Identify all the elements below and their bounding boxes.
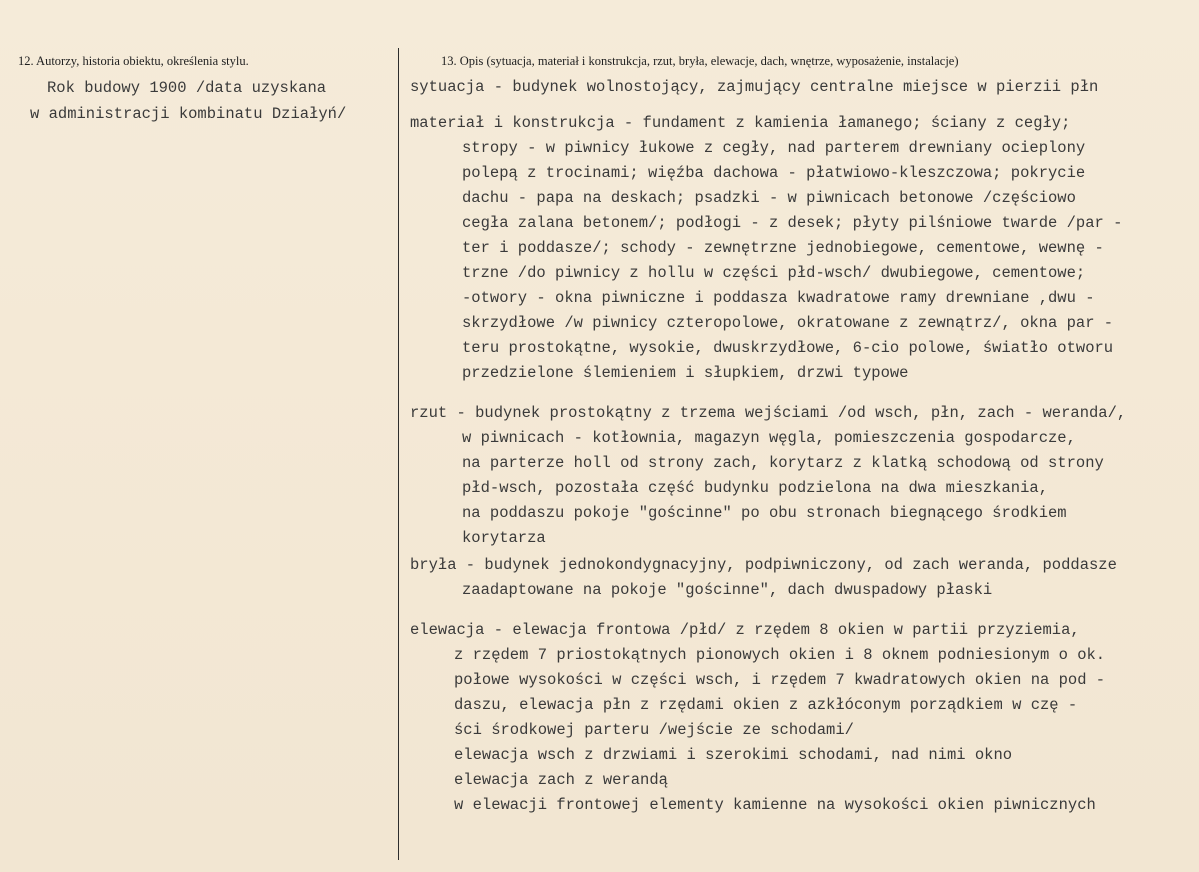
right-text-line: ści środkowej parteru /wejście ze schodami/ [454,721,854,739]
right-text-line: dachu - papa na deskach; psadzki - w piwnicach betonowe /częściowo [462,189,1076,207]
right-text-line: materiał i konstrukcja - fundament z kamienia łamanego; ściany z cegły; [410,114,1071,132]
right-text-line: w piwnicach - kotłownia, magazyn węgla, pomieszczenia gospodarcze, [462,429,1076,447]
right-text-line: cegła zalana betonem/; podłogi - z desek; płyty pilśniowe twarde /par - [462,214,1123,232]
right-text-line: z rzędem 7 priostokątnych pionowych okien i 8 oknem podniesionym o ok. [454,646,1106,664]
right-text-line: teru prostokątne, wysokie, dwuskrzydłowe, 6-cio polowe, światło otworu [462,339,1114,357]
right-text-line: korytarza [462,529,546,547]
left-section-header: 12. Autorzy, historia obiektu, określenia stylu. [18,54,249,68]
right-text-line: w elewacji frontowej elementy kamienne na wysokości okien piwnicznych [454,796,1096,814]
column-divider [398,48,399,860]
left-text-line: w administracji kombinatu Działyń/ [30,105,347,123]
right-text-line: sytuacja - budynek wolnostojący, zajmujący centralne miejsce w pierzii płn [410,78,1099,96]
right-text-line: elewacja wsch z drzwiami i szerokimi schodami, nad nimi okno [454,746,1013,764]
right-text-line: połowe wysokości w części wsch, i rzędem 7 kwadratowych okien na pod - [454,671,1106,689]
right-text-line: stropy - w piwnicy łukowe z cegły, nad parterem drewniany ocieplony [462,139,1086,157]
right-text-line: zaadaptowane na pokoje "gościnne", dach dwuspadowy płaski [462,581,993,599]
right-text-line: bryła - budynek jednokondygnacyjny, podpiwniczony, od zach weranda, poddasze [410,556,1117,574]
right-text-line: elewacja zach z werandą [454,771,668,789]
right-text-line: trzne /do piwnicy z hollu w części płd-wsch/ dwubiegowe, cementowe; [462,264,1086,282]
right-text-line: elewacja - elewacja frontowa /płd/ z rzędem 8 okien w partii przyziemia, [410,621,1080,639]
right-text-line: -otwory - okna piwniczne i poddasza kwadratowe ramy drewniane ,dwu - [462,289,1095,307]
right-text-line: na poddaszu pokoje "gościnne" po obu stronach biegnącego środkiem [462,504,1067,522]
right-section-header: 13. Opis (sytuacja, materiał i konstrukcja, rzut, bryła, elewacje, dach, wnętrze, wyposażenie, instalacje) [441,54,959,68]
right-text-line: skrzydłowe /w piwnicy czteropolowe, okratowane z zewnątrz/, okna par - [462,314,1114,332]
right-text-line: przedzielone ślemieniem i słupkiem, drzwi typowe [462,364,909,382]
right-text-line: daszu, elewacja płn z rzędami okien z azkłóconym porządkiem w czę - [454,696,1078,714]
right-text-line: ter i poddasze/; schody - zewnętrzne jednobiegowe, cementowe, wewnę - [462,239,1104,257]
right-text-line: na parterze holl od strony zach, korytarz z klatką schodową od strony [462,454,1104,472]
right-text-line: płd-wsch, pozostała część budynku podzielona na dwa mieszkania, [462,479,1048,497]
left-text-line: Rok budowy 1900 /data uzyskana [47,79,327,97]
right-text-line: rzut - budynek prostokątny z trzema wejściami /od wsch, płn, zach - weranda/, [410,404,1127,422]
right-text-line: polepą z trocinami; więźba dachowa - płatwiowo-kleszczowa; pokrycie [462,164,1086,182]
